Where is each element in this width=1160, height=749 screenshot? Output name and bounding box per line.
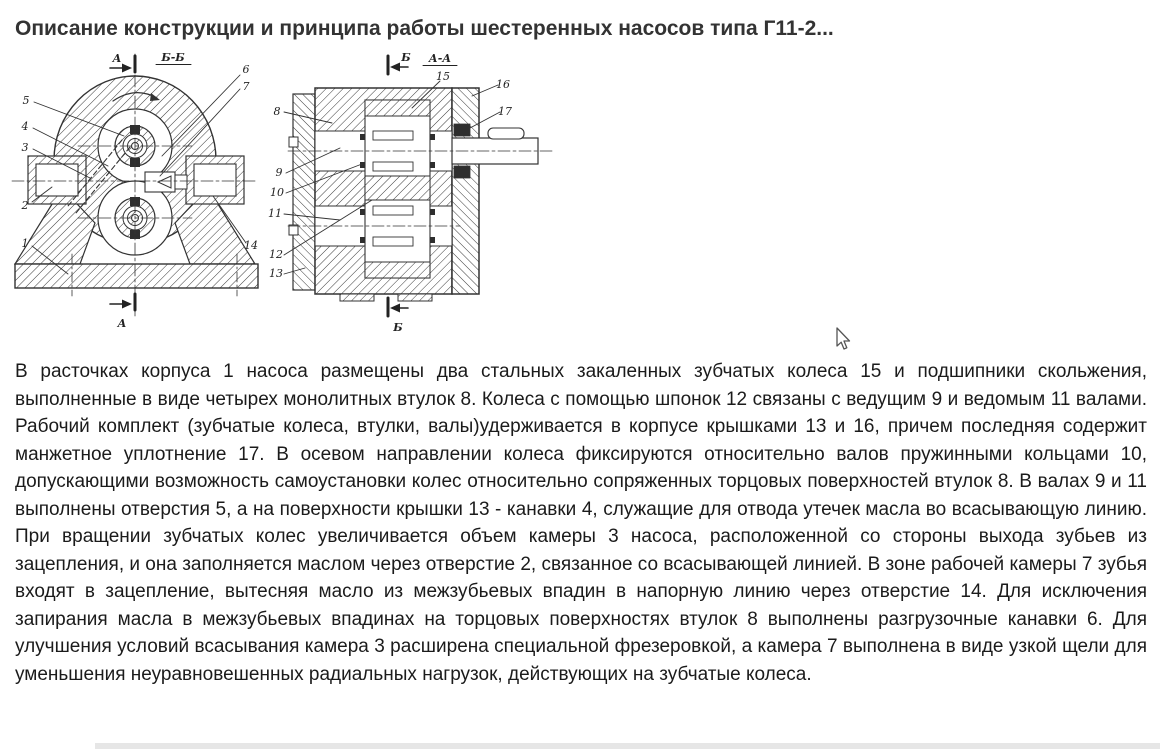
horizontal-scrollbar[interactable] xyxy=(95,743,1160,749)
callout-4: 4 xyxy=(21,120,29,133)
description-paragraph: В расточках корпуса 1 насоса размещены два стальных закаленных зубчатых колеса 15 и подшипники скольжения, выполненные в виде четырех монолитных втулок 8. Колеса с помощью шпонок 12 связаны с ведущим 9 и ведомым 11 валами. Рабочий комплект (зубчатые колеса, втулки, валы)удерживается в корпусе крышками 13 и 16, причем последняя содержит манжетное уплотнение 17. В осевом направлении колеса фиксируются относительно валов пружинными кольцами 10, допускающими возможность самоустановки колес относительно сопряженных торцовых поверхностей втулок 8. В валах 9 и 11 выполнены отверстия 5, а на поверхности крышки 13 - канавки 4, служащие для отвода утечек масла во всасывающую линию. При вращении зубчатых колес увеличивается объем камеры 3 насоса, расположенной со стороны выхода зубьев из зацепления, и она заполняется маслом через отверстие 2, связанное со всасывающей линией. В зоне рабочей камеры 7 зубья входят в зацепление, вытесняя масло из межзубьевых впадин в напорную линию через отверстие 14. Для исключения запирания масла в межзубьевых впадинах на торцовых поверхностях втулок 8 выполнены разгрузочные канавки 6. Для улучшения условий всасывания камера 3 расширена специальной фрезеровкой, а камера 7 выполнена в виде узкой щели для уменьшения неуравновешенных радиальных нагрузок, действующих на зубчатые колеса. xyxy=(15,361,1148,685)
callout-10: 10 xyxy=(270,186,284,199)
callout-17: 17 xyxy=(498,105,512,118)
key-12-b xyxy=(373,162,413,171)
page-title: Описание конструкции и принципа работы шестеренных насосов типа Г11-2... xyxy=(15,17,834,40)
base-plate xyxy=(15,264,258,288)
callout-13: 13 xyxy=(269,267,283,280)
callout-11: 11 xyxy=(268,207,282,220)
foot-right xyxy=(398,294,432,301)
callout-12: 12 xyxy=(269,248,283,261)
gear-teeth-mid xyxy=(365,176,430,200)
pressure-port xyxy=(194,164,236,196)
key-12-a xyxy=(373,131,413,140)
marker-B-top-label: Б xyxy=(401,51,411,64)
cover-bolt-bottom xyxy=(289,225,298,235)
seal-17-bottom xyxy=(454,166,470,178)
cover-bolt-top xyxy=(289,137,298,147)
callout-2: 2 xyxy=(21,199,29,212)
pump-diagram-svg xyxy=(10,48,570,344)
right-view-section xyxy=(268,51,552,334)
callout-5: 5 xyxy=(22,94,30,107)
section-marker-A-top xyxy=(110,52,135,73)
key-12-c xyxy=(373,206,413,215)
marker-A-top-label: А xyxy=(112,52,122,65)
callout-1: 1 xyxy=(21,237,29,250)
slot-stub xyxy=(175,175,187,189)
callout-16: 16 xyxy=(496,78,510,91)
right-view-title: А-А xyxy=(428,52,452,65)
key-12-d xyxy=(373,237,413,246)
marker-A-bottom-label: А xyxy=(117,317,127,330)
cover-16 xyxy=(452,88,479,294)
section-marker-B-bottom xyxy=(388,298,408,334)
marker-B-bottom-label: Б xyxy=(393,321,403,334)
callout-3: 3 xyxy=(21,141,29,154)
callout-8: 8 xyxy=(273,105,281,118)
shaft-key xyxy=(488,128,524,139)
callout-9: 9 xyxy=(275,166,283,179)
cover-13 xyxy=(293,94,315,290)
left-view-section xyxy=(12,51,258,330)
document-page xyxy=(0,16,1160,749)
seal-17-top xyxy=(454,124,470,136)
callout-7: 7 xyxy=(242,80,250,93)
callout-6: 6 xyxy=(242,63,250,76)
pump-diagram xyxy=(10,48,1160,348)
foot-left xyxy=(340,294,374,301)
gear-teeth-bottom xyxy=(365,262,430,278)
left-view-title: Б-Б xyxy=(161,51,185,64)
section-marker-B-top xyxy=(388,51,411,74)
gear-teeth-top xyxy=(365,100,430,116)
callout-15: 15 xyxy=(436,70,450,83)
callout-14: 14 xyxy=(244,239,258,252)
section-marker-A-bottom xyxy=(110,294,135,330)
